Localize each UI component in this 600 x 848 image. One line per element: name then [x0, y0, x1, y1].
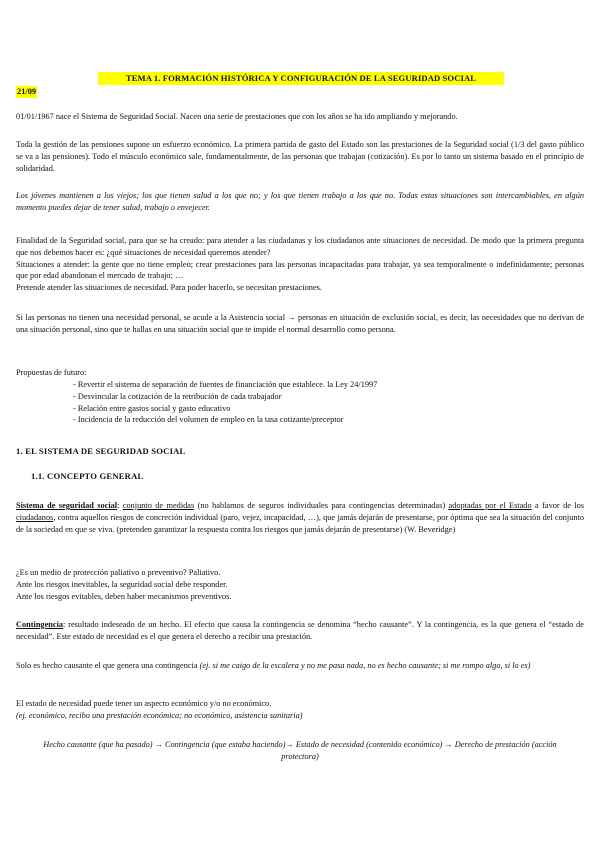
list-item: - Revertir el sistema de separación de fuentes de financiación que establece. la Ley 24/1997: [73, 380, 378, 389]
list-item: - Desvincular la cotización de la retribución de cada trabajador: [73, 391, 282, 401]
intro-paragraph-3: Los jóvenes mantienen a los viejos; los que tienen salud a los que no; y los que tienen trabajo a los que no. Todas estas situaciones son intercambiables, en algún momento puedes dejar de tener salud, trabajo o envejecer.: [16, 191, 584, 212]
finalidad-text: Finalidad de la Seguridad social, para que se ha creado: para atender a las ciudadanas y los ciudadanos ante situaciones de necesidad. De modo que la primera pregunta que nos debemos hacer es: ¿qué situaciones de necesidad queremos atender?: [16, 236, 584, 257]
future-heading: Propuestas de futuro:: [16, 368, 87, 377]
pretende-text: Pretende atender las situaciones de necesidad. Para poder hacerlo, se necesitan prestaciones.: [16, 283, 322, 293]
section-heading: 1. EL SISTEMA DE SEGURIDAD SOCIAL: [16, 446, 186, 456]
question-line: ¿Es un medio de protección paliativo o preventivo? Paliativo.: [16, 568, 221, 577]
date-label: 21/09: [17, 87, 37, 96]
definition-term: Sistema de seguridad social: [16, 501, 118, 510]
list-item: - Incidencia de la reducción del volumen de empleo en la tasa cotizante/preceptor: [73, 415, 344, 425]
question-line: Ante los riesgos inevitables, la seguridad social debe responder.: [16, 579, 228, 589]
contingencia-paragraph: [16, 619, 584, 643]
list-item: - Relación entre gastos social y gasto educativo: [73, 403, 231, 413]
chain-paragraph: Hecho causante (que ha pasado) → Contingencia (que estaba haciendo)→ Estado de necesidad (contenido económico) → Derecho de prestación (acción protectora): [43, 740, 557, 761]
question-line: Ante los riesgos evitables, deben haber mecanismos preventivos.: [16, 591, 232, 601]
definition-text-1: (no hablamos de seguros individuales para contingencias determinadas): [194, 501, 449, 510]
definition-colon: :: [117, 501, 123, 510]
situaciones-text: Situaciones a atender: la gente que no tiene empleo; crear prestaciones para las personas incapacitadas para trabajar, ya sea temporalmente o indefinidamente; personas que por edad abandonan el mercado de trabajo; …: [16, 259, 584, 281]
hecho-causante-paragraph: [16, 660, 584, 672]
definition-paragraph: [16, 500, 584, 535]
questions-block: [16, 567, 584, 602]
estado-example: (ej. económico, recibo una prestación económica; no económico, asistencia sanitaria): [16, 710, 303, 720]
asistencia-paragraph: Si las personas no tienen una necesidad personal, se acude a la Asistencia social → personas en situación de exclusión social, es decir, las necesidades que no derivan de una situación personal, sino que te hallas en una situación social que te impide el normal desarrollo como persona.: [16, 313, 584, 334]
page-title: TEMA 1. FORMACIÓN HISTÓRICA Y CONFIGURACIÓN DE LA SEGURIDAD SOCIAL: [98, 72, 504, 85]
intro-paragraph-2: Toda la gestión de las pensiones supone un esfuerzo económico. La primera partida de gasto del Estado son las prestaciones de la Seguridad social (1/3 del gasto público se va a las pensiones). Todo el músculo económico sale, fundamentalmente, de las personas que trabajan (cotización). Es por lo tanto un sistema basado en el principio de solidaridad.: [16, 140, 584, 173]
definition-underline-3: ciudadanos: [16, 512, 54, 522]
definition-text-2: a favor de los: [531, 501, 585, 510]
solo-text: Solo es hecho causante el que genera una contingencia: [16, 661, 200, 670]
estado-block: [16, 698, 584, 722]
contingencia-term: Contingencia: [16, 620, 64, 629]
subsection-heading: 1.1. CONCEPTO GENERAL: [31, 471, 144, 481]
future-list: [73, 379, 573, 426]
definition-underline-1: conjunto de medidas: [122, 501, 195, 510]
contingencia-text: : resultado indeseado de un hecho. El efecto que causa la contingencia se denomina “hecho causante”. Y la contingencia, es la que genera el “estado de necesidad”. Este estado de necesidad es el que genera el derecho a recibir una prestación.: [16, 620, 584, 641]
solo-example: (ej. si me caigo de la escalera y no me pasa nada, no es hecho causante; si me rompo algo, si lo es): [199, 661, 531, 670]
definition-text-3: , contra aquellos riesgos de concreción individual (paro, vejez, incapacidad, …), que jamás dejarán de presentarse, por óptima que sea la situación del conjunto de la sociedad en que se viva. (pretenden garantizar la respuesta contra los riesgos que jamás dejarán de presentarse) (W. Beveridge): [16, 512, 584, 534]
finalidad-block: [16, 235, 584, 294]
estado-line: El estado de necesidad puede tener un aspecto económico y/o no económico.: [16, 699, 272, 708]
intro-paragraph-1: 01/01/1967 nace el Sistema de Seguridad Social. Nacen una serie de prestaciones que con los años se ha ido ampliando y mejorando.: [16, 112, 458, 121]
definition-underline-2: adoptadas por el Estado: [448, 501, 532, 510]
